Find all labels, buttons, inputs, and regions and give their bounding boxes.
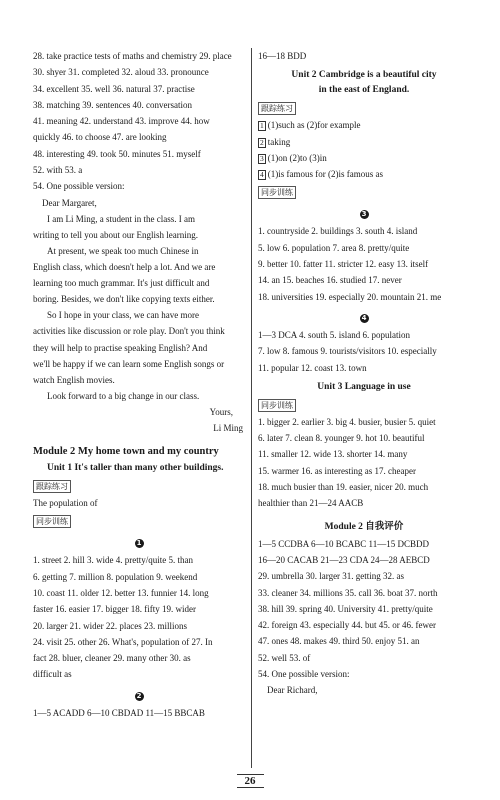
section-number-badge: 1 (135, 539, 144, 548)
answer-line: 15. warmer 16. as interesting as 17. cheaper (258, 465, 416, 476)
answer-line: 52. with 53. a (33, 165, 83, 176)
answer-line: 16—18 BDD (258, 51, 307, 61)
tag-practice: 跟踪练习 (258, 102, 296, 115)
answer-line: 52. well 53. of (258, 652, 311, 663)
letter-line: we'll be happy if we can learn some English songs or (33, 358, 225, 369)
answer-line: 47. ones 48. makes 49. third 50. enjoy 51. an (258, 636, 420, 647)
letter-line: watch English movies. (33, 374, 115, 385)
answer-line: 48. interesting 49. took 50. minutes 51. myself (33, 148, 201, 159)
letter-closing: Yours, (209, 406, 233, 417)
item-number-box: 2 (260, 137, 264, 147)
practice-text: (1)such as (2)for example (267, 120, 361, 131)
section-number-badge: 2 (135, 692, 144, 701)
unit-2-title-cont: in the east of England. (318, 85, 410, 96)
answer-line: 1. street 2. hill 3. wide 4. pretty/quite 5. than (33, 555, 193, 566)
answer-line: 30. shyer 31. completed 32. aloud 33. pronounce (33, 67, 209, 78)
letter-line: they will help to practise speaking English? And (33, 342, 208, 353)
letter-greeting: Dear Richard, (267, 685, 318, 696)
answer-line: 11. smaller 12. wide 13. shorter 14. many (258, 449, 408, 460)
answer-line: 33. cleaner 34. millions 35. call 36. boat 37. north (258, 587, 438, 598)
item-number-box: 3 (260, 153, 264, 163)
unit-1-title: Unit 1 It's taller than many other buildings. (47, 463, 224, 474)
answer-line: 29. umbrella 30. larger 31. getting 32. as (258, 571, 405, 582)
answer-line: 38. hill 39. spring 40. University 41. pretty/quite (258, 603, 433, 614)
left-column (33, 48, 245, 721)
answer-line: 54. One possible version: (258, 669, 350, 680)
tag-sync: 同步训练 (33, 515, 71, 528)
letter-signature: Li Ming (213, 422, 243, 433)
page-number: 26 (237, 774, 264, 788)
letter-greeting: Dear Margaret, (42, 197, 97, 208)
tag-sync: 同步训练 (258, 399, 296, 412)
answer-line: 18. universities 19. especially 20. mountain 21. me (258, 291, 442, 302)
answer-line: quickly 46. to choose 47. are looking (33, 132, 167, 143)
answer-line: 1. countryside 2. buildings 3. south 4. island (258, 226, 418, 237)
answer-line: 54. One possible version: (33, 181, 125, 192)
letter-line: I am Li Ming, a student in the class. I am (47, 213, 195, 224)
letter-line: writing to tell you about our English learning. (33, 229, 198, 240)
answers-top (33, 48, 245, 195)
answer-line: 9. better 10. fatter 11. stricter 12. easy 13. itself (258, 259, 429, 270)
answer-line: 38. matching 39. sentences 40. conversation (33, 99, 192, 110)
practice-item (258, 166, 470, 182)
letter-line: learning too much grammar. It's just difficult and (33, 278, 210, 289)
self-evaluation-title: Module 2 自我评价 (324, 521, 404, 532)
module-2-title: Module 2 My home town and my country (33, 446, 219, 458)
sync-answers (33, 552, 245, 682)
answer-line: 6. getting 7. million 8. population 9. weekend (33, 571, 198, 582)
section-number-badge: 3 (360, 210, 369, 219)
item-number-box: 4 (260, 170, 264, 180)
answer-line: faster 16. easier 17. bigger 18. fifty 19. wider (33, 604, 196, 615)
page-footer (0, 771, 500, 789)
practice-text: (1)on (2)to (3)in (267, 152, 327, 163)
practice-text: taking (267, 136, 291, 147)
letter-line: At present, we speak too much Chinese in (47, 245, 199, 256)
answer-line: fact 28. bluer, cleaner 29. many other 30. as (33, 653, 191, 664)
answer-line: 1—5 CCDBA 6—10 BCABC 11—15 DCBDD (258, 538, 429, 549)
sample-letter (33, 195, 245, 436)
right-column (258, 48, 470, 699)
answer-line: 11. popular 12. coast 13. town (258, 362, 367, 373)
letter-line: Look forward to a big change in our class. (47, 390, 200, 401)
answer-line: difficult as (33, 669, 72, 680)
answer-line: 14. an 15. beaches 16. studied 17. never (258, 275, 402, 286)
letter-line: English class, which doesn't help a lot. And we are (33, 262, 216, 273)
item-number-box: 1 (260, 121, 264, 131)
answer-line: 1—3 DCA 4. south 5. island 6. population (258, 329, 411, 340)
answer-line: 5. low 6. population 7. area 8. pretty/quite (258, 242, 410, 253)
tag-sync: 同步训练 (258, 186, 296, 199)
unit-3-title: Unit 3 Language in use (317, 381, 411, 392)
section-number-badge: 4 (360, 314, 369, 323)
answer-line: 20. larger 21. wider 22. places 23. millions (33, 620, 188, 631)
answer-line: 10. coast 11. older 12. better 13. funnier 14. long (33, 587, 209, 598)
letter-line: activities like discussion or role play. Don't you think (33, 326, 225, 337)
answer-line: 1—5 ACADD 6—10 CBDAD 11—15 BBCAB (33, 707, 205, 718)
letter-line: So I hope in your class, we can have more (47, 310, 199, 321)
answer-line: 16—20 CACAB 21—23 CDA 24—28 AEBCD (258, 554, 430, 565)
column-divider (251, 48, 252, 768)
answer-line: healthier than 21—24 AACB (258, 498, 364, 509)
answer-line: 28. take practice tests of maths and chemistry 29. place (33, 51, 232, 61)
practice-item (258, 150, 470, 166)
answer-line: 41. meaning 42. understand 43. improve 44. how (33, 116, 210, 127)
letter-line: boring. Besides, we don't like copying texts either. (33, 294, 215, 305)
practice-text: (1)is famous for (2)is famous as (267, 169, 383, 180)
answer-line: 6. later 7. clean 8. younger 9. hot 10. beautiful (258, 433, 425, 444)
answer-line: 34. excellent 35. well 36. natural 37. practise (33, 83, 195, 94)
answer-line: 18. much busier than 19. easier, nicer 20. much (258, 482, 429, 493)
answer-line: 24. visit 25. other 26. What's, population of 27. In (33, 636, 213, 647)
tag-practice: 跟踪练习 (33, 480, 71, 493)
answer-line: 42. foreign 43. especially 44. but 45. or 46. fewer (258, 620, 436, 631)
answer-line: 7. low 8. famous 9. tourists/visitors 10. especially (258, 346, 437, 357)
practice-item (258, 117, 470, 133)
practice-line: The population of (33, 498, 98, 509)
unit-2-title: Unit 2 Cambridge is a beautiful city (291, 70, 437, 81)
practice-item (258, 134, 470, 150)
answer-line: 1. bigger 2. earlier 3. big 4. busier, busier 5. quiet (258, 416, 436, 427)
